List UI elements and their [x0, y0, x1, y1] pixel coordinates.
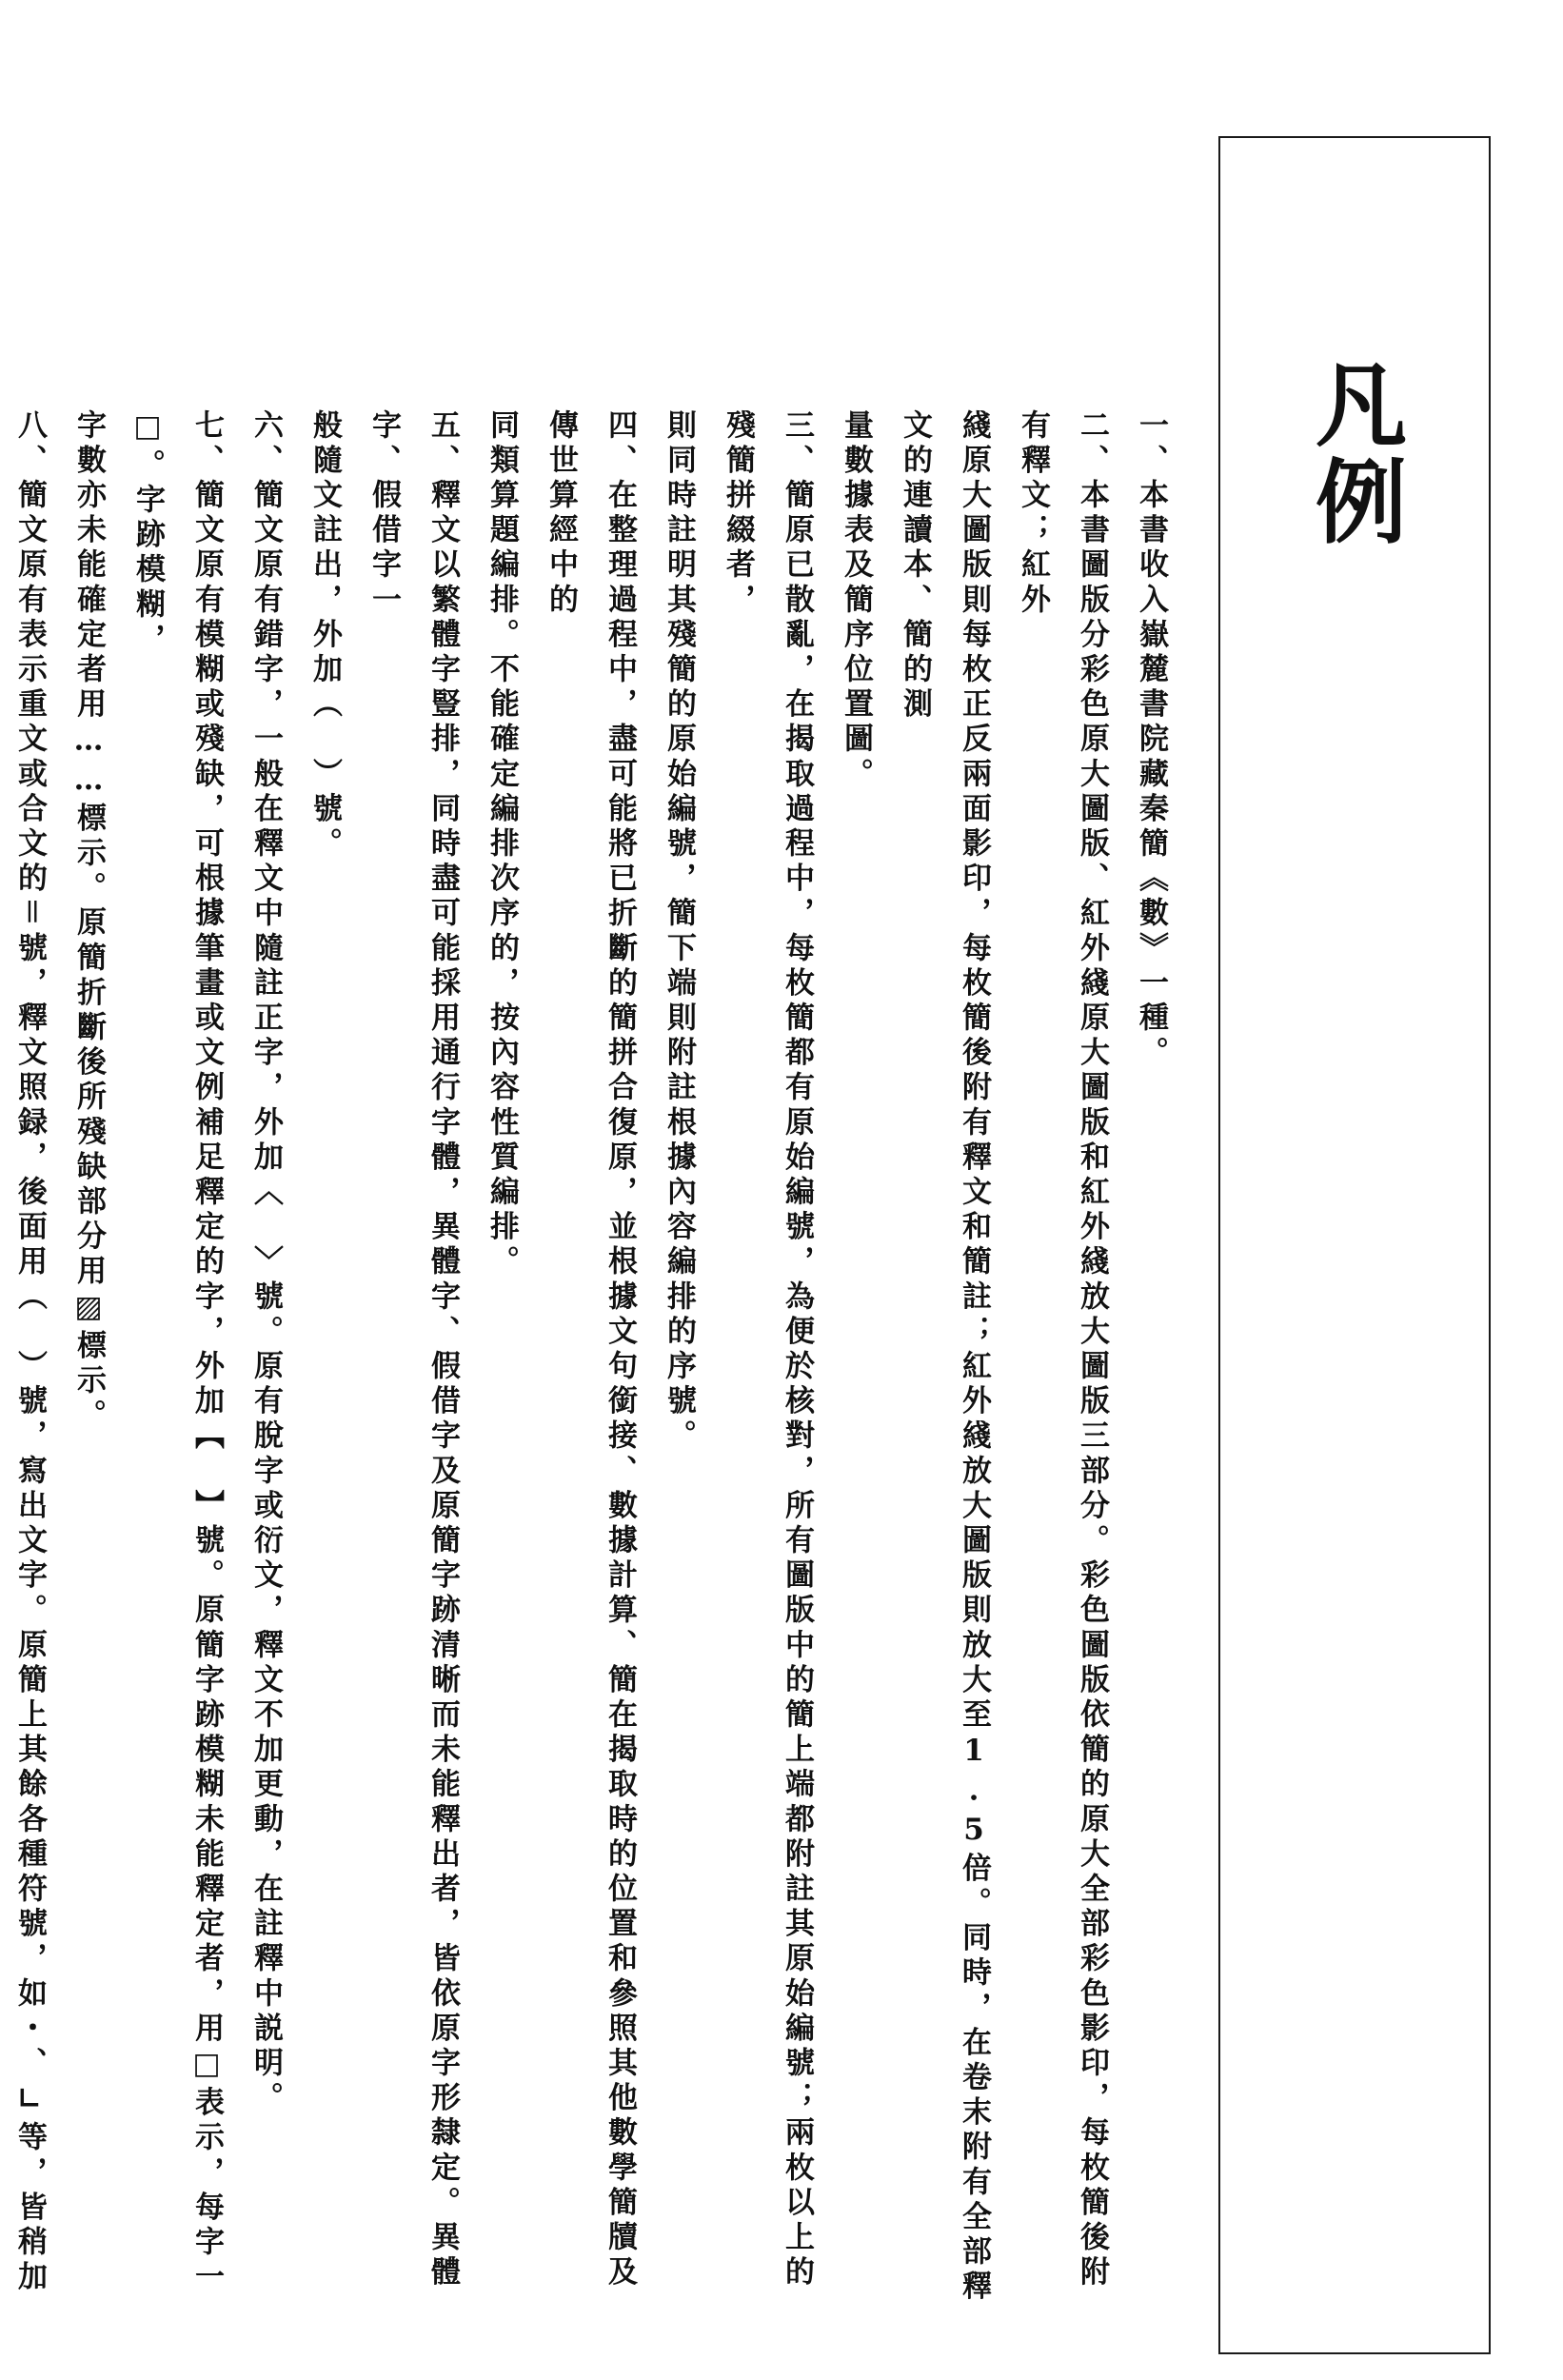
item-continuation: 綫原大圖版則每枚正反兩面影印，每枚簡後附有釋文和簡註；紅外綫放大圖版則放大至1.5倍。同時，在卷末附有全部釋文的連讀本、簡的測 [898, 409, 991, 2306]
list-item [236, 409, 295, 2313]
item-number: 六、 [248, 409, 283, 480]
list-item [0, 409, 59, 2313]
item-number: 八、 [12, 409, 47, 480]
item-text: 簡文原有錯字，一般在釋文中隨註正字，外加〈 〉號。原有脫字或衍文，釋文不加更動，在註釋中説明。 [248, 479, 283, 2117]
item-continuation: 般隨文註出，外加（ ）號。 [307, 409, 342, 863]
item-text: 簡文原有表示重文或合文的＝號，釋文照録，後面用（ ）號，寫出文字。原簡上其餘各種符號，如・、∟等，皆稍加 [12, 479, 47, 2296]
item-number: 二、 [1075, 409, 1109, 480]
item-continuation: 量數據表及簡序位置圖。 [839, 409, 873, 793]
item-text: 簡文原有模糊或殘缺，可根據筆畫或文例補足釋定的字，外加【 】號。原簡字跡模糊未能釋定者，用□表示，每字一□。字跡模糊， [130, 409, 224, 2296]
list-item [649, 409, 826, 2313]
item-text: 在整理過程中，盡可能將已折斷的簡拼合復原，並根據文句銜接、數據計算、簡在揭取時的位置和參照其他數學簡牘及傳世算經中的 [544, 409, 637, 2291]
item-number: 一、 [1134, 409, 1168, 480]
item-text: 本書收入嶽麓書院藏秦簡《數》一種。 [1134, 479, 1168, 1072]
item-continuation: 同類算題編排。不能確定編排次序的，按內容性質編排。 [485, 409, 519, 1280]
list-item [295, 409, 472, 2313]
item-continuation: 則同時註明其殘簡的原始編號，簡下端則附註根據內容編排的序號。 [662, 409, 696, 1455]
item-number: 四、 [603, 409, 637, 480]
page-title: 凡例 [1300, 357, 1409, 551]
item-number: 七、 [189, 409, 224, 480]
item-text: 釋文以繁體字豎排，同時盡可能採用通行字體，異體字、假借字及原簡字跡清晰而未能釋出者，皆依原字形隸定。異體字、假借字一 [366, 409, 460, 2291]
list-item [59, 409, 236, 2313]
list-item [472, 409, 649, 2313]
item-text: 本書圖版分彩色原大圖版、紅外綫原大圖版和紅外綫放大圖版三部分。彩色圖版依簡的原大全部彩色影印，每枚簡後附有釋文；紅外 [1016, 409, 1109, 2291]
item-number: 五、 [425, 409, 460, 480]
list-item [826, 409, 1121, 2313]
list-item [1121, 409, 1180, 2313]
item-text: 簡原已散亂，在揭取過程中，每枚簡都有原始編號，為便於核對，所有圖版中的簡上端都附註其原始編號；兩枚以上的殘簡拼綴者， [721, 409, 814, 2291]
item-continuation: 字數亦未能確定者用……標示。原簡折斷後所殘缺部分用▨標示。 [71, 409, 106, 1435]
title-frame [1218, 136, 1491, 2354]
item-number: 三、 [780, 409, 814, 480]
conventions-list [12, 409, 1180, 2313]
